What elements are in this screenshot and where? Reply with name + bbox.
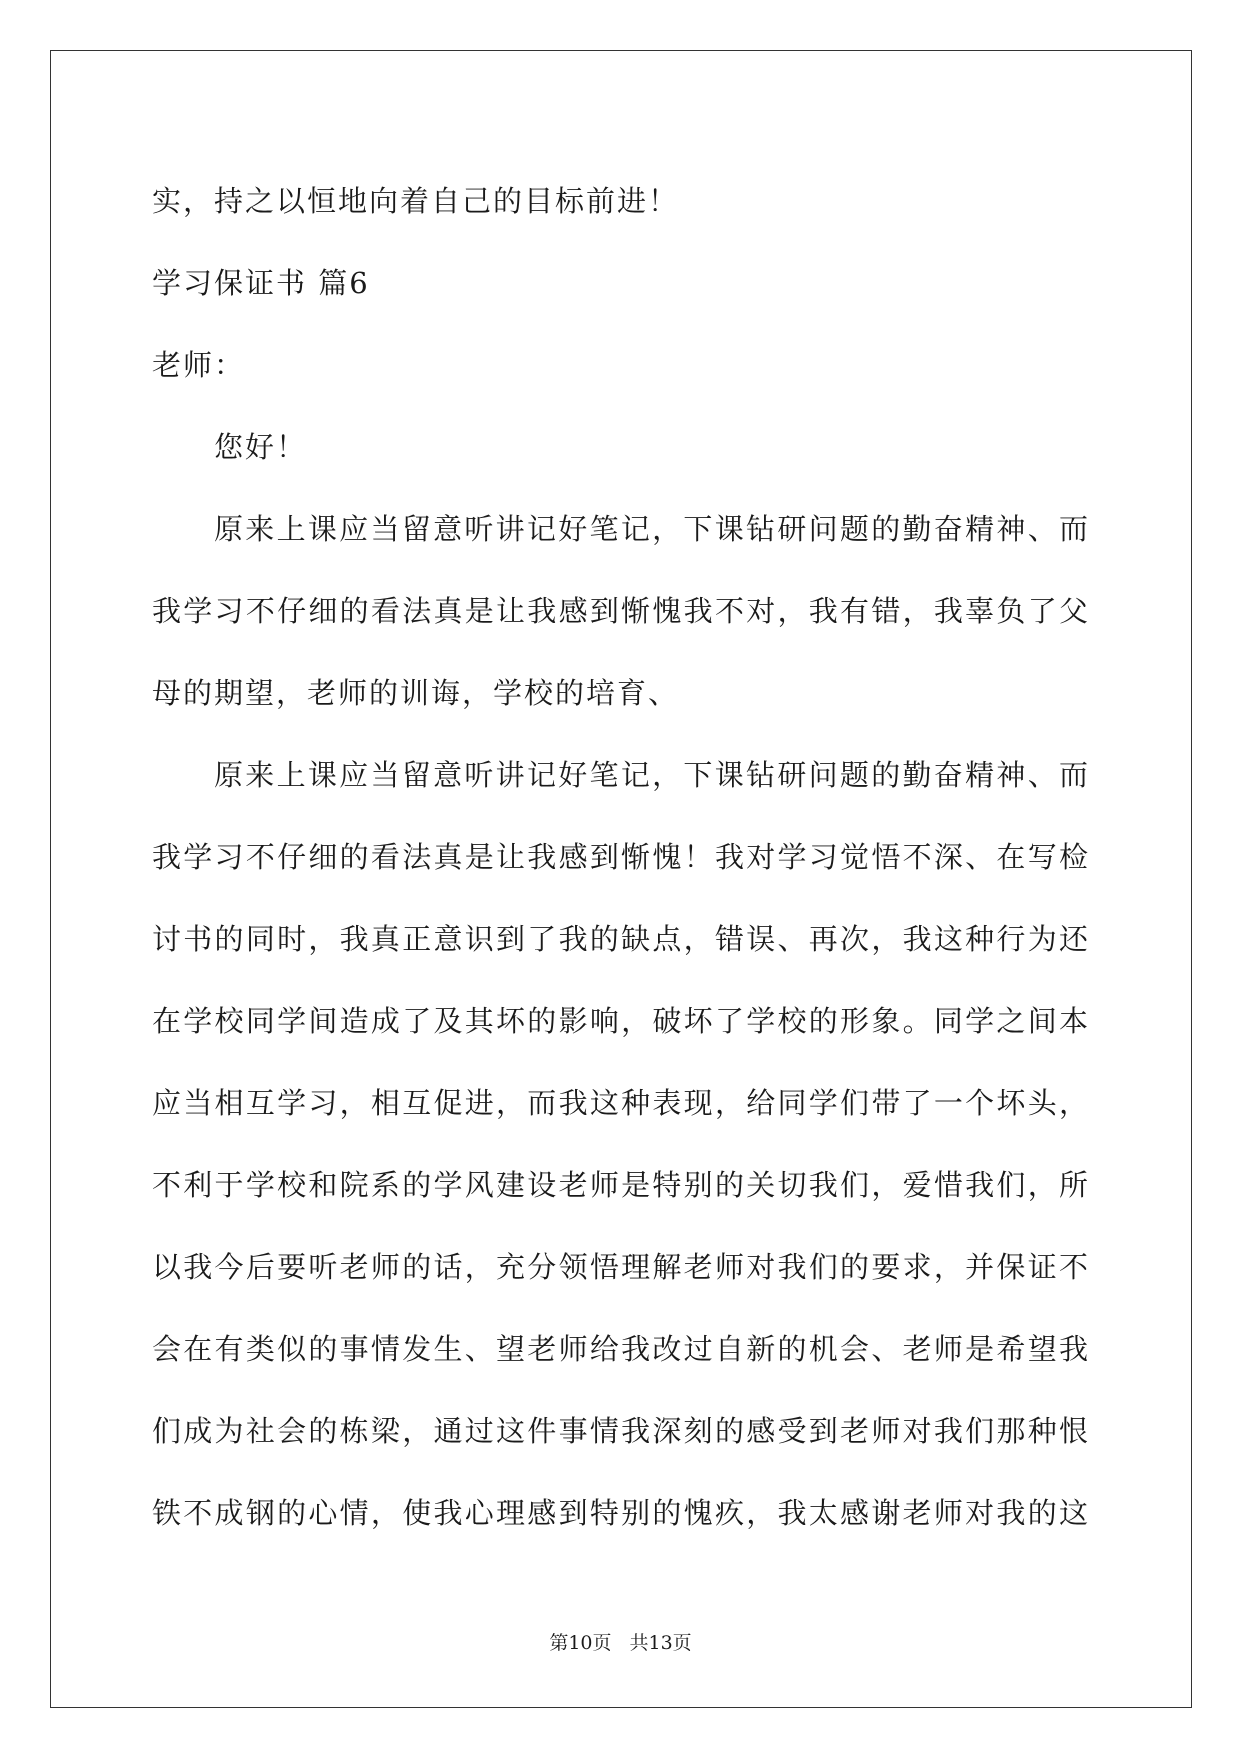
- paragraph-line: 在学校同学间造成了及其坏的影响，破坏了学校的形象。同学之间本: [152, 1004, 1090, 1038]
- paragraph-line: 讨书的同时，我真正意识到了我的缺点，错误、再次，我这种行为还: [152, 922, 1090, 956]
- paragraph-line: 会在有类似的事情发生、望老师给我改过自新的机会、老师是希望我: [152, 1332, 1090, 1366]
- paragraph-line: 应当相互学习，相互促进，而我这种表现，给同学们带了一个坏头，: [152, 1086, 1090, 1120]
- paragraph-line: 不利于学校和院系的学风建设老师是特别的关切我们，爱惜我们，所: [152, 1168, 1090, 1202]
- section-heading: 学习保证书 篇6: [152, 266, 370, 300]
- paragraph-line: 原来上课应当留意听讲记好笔记，下课钻研问题的勤奋精神、而: [214, 758, 1090, 792]
- paragraph-line: 我学习不仔细的看法真是让我感到惭愧我不对，我有错，我辜负了父: [152, 594, 1090, 628]
- salutation: 老师：: [152, 348, 246, 382]
- paragraph-line: 以我今后要听老师的话，充分领悟理解老师对我们的要求，并保证不: [152, 1250, 1090, 1284]
- greeting: 您好！: [214, 430, 308, 464]
- paragraph-line: 们成为社会的栋梁，通过这件事情我深刻的感受到老师对我们那种恨: [152, 1414, 1090, 1448]
- page-footer: [0, 1628, 1241, 1655]
- paragraph-line: 铁不成钢的心情，使我心理感到特别的愧疚，我太感谢老师对我的这: [152, 1496, 1090, 1530]
- page-total: 共13页: [629, 1632, 692, 1654]
- paragraph-line: 母的期望，老师的训诲，学校的培育、: [152, 676, 680, 710]
- text-line: 实，持之以恒地向着自己的目标前进！: [152, 184, 680, 218]
- document-body: [152, 160, 1090, 1554]
- paragraph-line: 原来上课应当留意听讲记好笔记，下课钻研问题的勤奋精神、而: [214, 512, 1090, 546]
- page-number: 第10页: [549, 1632, 612, 1654]
- paragraph-line: 我学习不仔细的看法真是让我感到惭愧！我对学习觉悟不深、在写检: [152, 840, 1090, 874]
